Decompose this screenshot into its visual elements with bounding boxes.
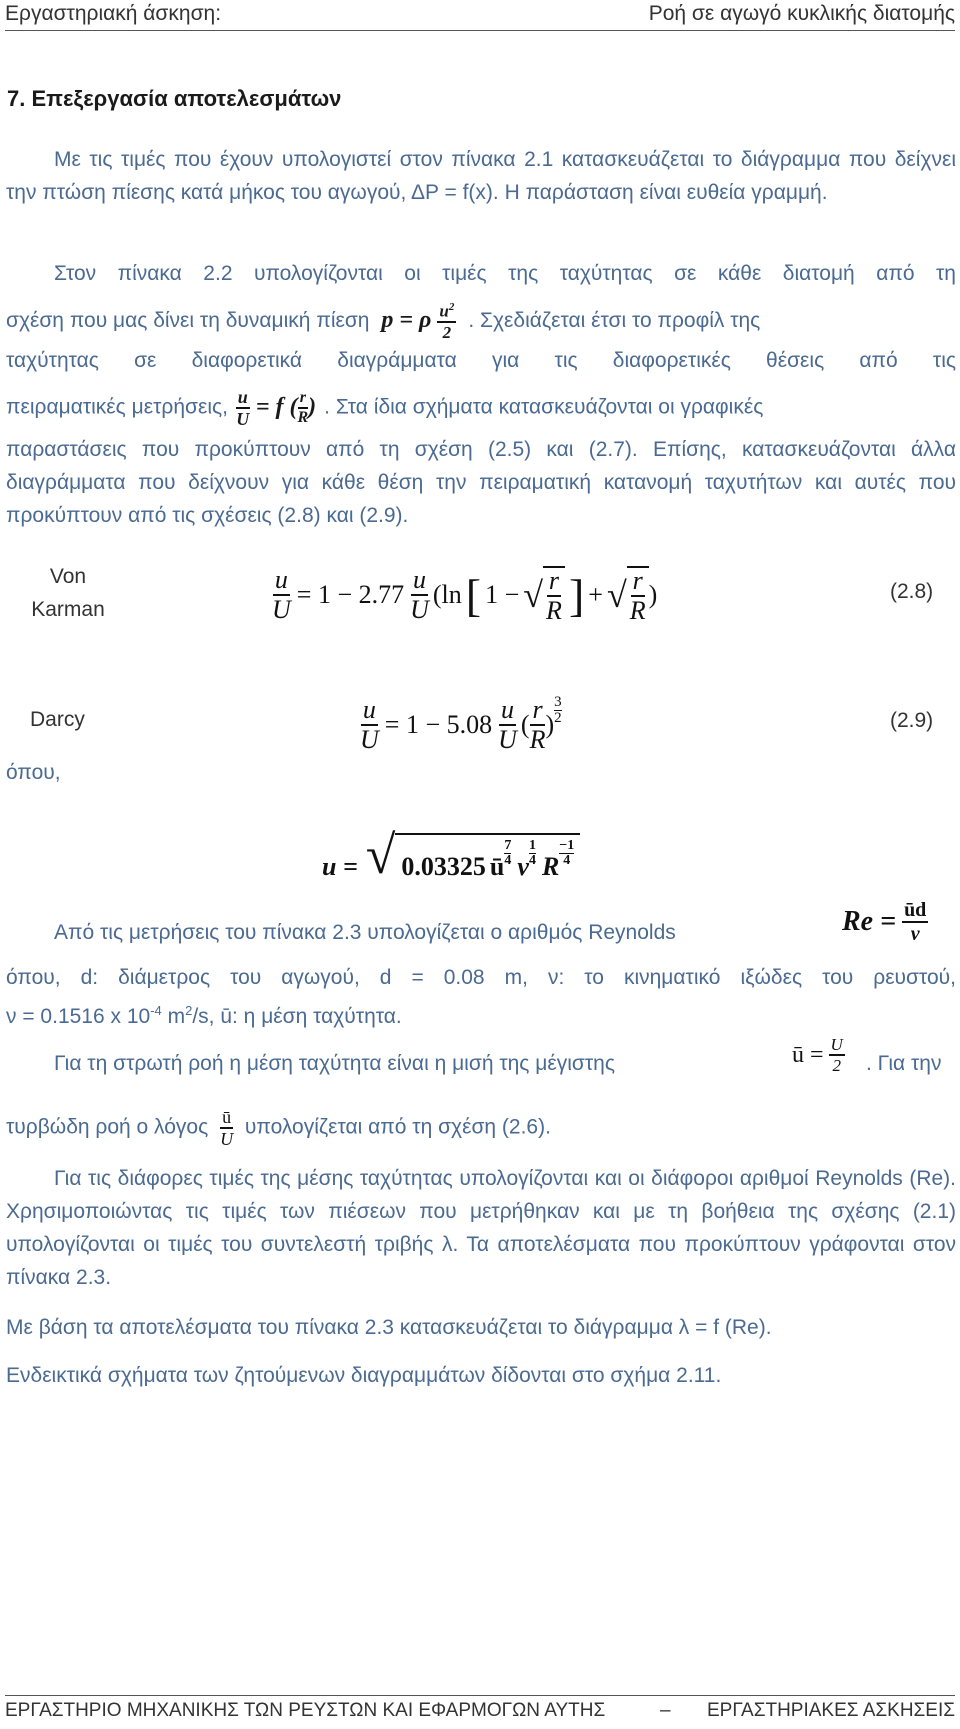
header-right: Ροή σε αγωγό κυκλικής διατομής bbox=[648, 2, 955, 25]
dynamic-pressure-text: σχέση που μας δίνει τη δυναμική πίεση bbox=[6, 308, 370, 332]
paragraph-3-line-3 bbox=[6, 994, 956, 1033]
equation-2-8: $\frac{u}{U}$ = 1 − 2.77 $\frac{u}{U}$ (ln [ 1 − √ $\frac{r}{R}$ ] + √ $\frac{r}{R}$ ) bbox=[272, 565, 658, 625]
header-divider bbox=[5, 30, 955, 31]
velocity-ratio-formula: $\frac{u}{U}$ = f ( $\frac{r}{R}$ ) bbox=[236, 387, 323, 429]
paragraph-2-line-2 bbox=[6, 302, 956, 341]
paragraph-3-line-1 bbox=[6, 916, 956, 949]
equation-2-9-number: (2.9) bbox=[890, 709, 934, 732]
paragraph-6: Με βάση τα αποτελέσματα του πίνακα 2.3 κατασκευάζεται το διάγραμμα λ = f (Re). bbox=[6, 1316, 772, 1339]
measurements-text: πειραματικές μετρήσεις, bbox=[6, 395, 228, 419]
eq29-coefficient: = 1 − 5.08 bbox=[384, 710, 493, 739]
von-karman-label bbox=[18, 560, 118, 626]
equation-2-8-number: (2.8) bbox=[890, 580, 934, 603]
graphs-text: . Στα ίδια σχήματα κατασκευάζονται οι γραφικές bbox=[324, 395, 764, 419]
paragraph-2-rest: παραστάσεις που προκύπτουν από τη σχέση (2.5) και (2.7). Επίσης, κατασκευάζονται άλλα διαγράμματα που δείχνουν για κάθε θέση την πειραματική κατανομή ταχυτήτων και αυτές που προκύπτουν από τις σχέσεις (2.8) και (2.9). bbox=[6, 438, 956, 527]
mean-velocity-formula: ū = $\frac{U}{2}$ bbox=[792, 1035, 843, 1075]
paragraph-4-line-2 bbox=[6, 1108, 956, 1148]
viscosity-value: ν = 0.1516 x 10 bbox=[6, 1005, 151, 1028]
turbulent-text: τυρβώδη ροή ο λόγος bbox=[6, 1115, 209, 1139]
viscosity-unit-exponent: 2 bbox=[185, 1003, 193, 1018]
viscosity-rest: /s, ū: η μέση ταχύτητα. bbox=[192, 1005, 402, 1028]
velocity-equation: u = √ 0.03325 ū $^{7 4}$ v $^{1 4}$ R $^{-1 4}$ bbox=[322, 812, 580, 882]
paragraph-7: Ενδεικτικά σχήματα των ζητούμενων διαγραμμάτων δίδονται στο σχήμα 2.11. bbox=[6, 1364, 722, 1387]
viscosity-exponent: -4 bbox=[150, 1003, 162, 1018]
header-left: Εργαστηριακή άσκηση: bbox=[5, 2, 222, 25]
profile-text: . Σχεδιάζεται έτσι το προφίλ της bbox=[468, 308, 761, 332]
section-heading: 7. Επεξεργασία αποτελεσμάτων bbox=[7, 86, 342, 111]
footer-dash: – bbox=[660, 1700, 671, 1721]
viscosity-unit: m bbox=[161, 1005, 186, 1028]
paragraph-2-line-3: ταχύτητας σε διαφορετικά διαγράμματα για τις διαφορετικές θέσεις από τις bbox=[6, 349, 956, 372]
eq28-coefficient: = 1 − 2.77 bbox=[296, 580, 405, 609]
velocity-ratio-mean: $\frac{ū}{U}$ bbox=[220, 1107, 234, 1149]
von-karman-label-1: Von bbox=[49, 565, 87, 588]
darcy-label: Darcy bbox=[30, 708, 85, 731]
footer-left: ΕΡΓΑΣΤΗΡΙΟ ΜΗΧΑΝΙΚΗΣ ΤΩΝ ΡΕΥΣΤΩΝ ΚΑΙ ΕΦΑΡΜΟΓΩΝ ΑΥΤΗΣ bbox=[5, 1700, 606, 1721]
calculated-text: υπολογίζεται από τη σχέση (2.6). bbox=[244, 1115, 551, 1139]
von-karman-label-2: Karman bbox=[31, 598, 105, 621]
equation-2-9: $\frac{u}{U}$ = 1 − 5.08 $\frac{u}{U}$ ( $\frac{r}{R}$ ) $^{3 2}$ bbox=[360, 693, 562, 754]
where-label: όπου, bbox=[6, 761, 61, 784]
reynolds-formula: Re = $\frac{ūd}{v}$ bbox=[842, 899, 927, 945]
paragraph-5: Για τις διάφορες τιμές της μέσης ταχύτητας υπολογίζονται και οι διάφοροι αριθμοί Reynolds (Re). Χρησιμοποιώντας τις τιμές των πιέσεων που μετρήθηκαν και με τη βοήθεια της σχέσης (2.1) υπολογίζονται οι τιμές του συντελεστή τριβής λ. Τα αποτελέσματα που προκύπτουν γράφονται στον πίνακα 2.3. bbox=[6, 1167, 956, 1289]
paragraph-4-for-the: . Για την bbox=[866, 1052, 942, 1075]
reynolds-text: Από τις μετρήσεις του πίνακα 2.3 υπολογίζεται ο αριθμός Reynolds bbox=[54, 921, 676, 944]
dynamic-pressure-formula: p = ρ $\frac{u^2}{2}$ bbox=[381, 301, 455, 342]
paragraph-2-line-4 bbox=[6, 388, 956, 428]
paragraph-3-line-2: όπου, d: διάμετρος του αγωγού, d = 0.08 m, ν: το κινηματικό ιξώδες του ρευστού, bbox=[6, 966, 956, 989]
footer-right: ΕΡΓΑΣΤΗΡΙΑΚΕΣ ΑΣΚΗΣΕΙΣ bbox=[706, 1700, 955, 1721]
laminar-text: Για τη στρωτή ροή η μέση ταχύτητα είναι η μισή της μέγιστης bbox=[54, 1052, 615, 1075]
paragraph-1: Με τις τιμές που έχουν υπολογιστεί στον πίνακα 2.1 κατασκευάζεται το διάγραμμα που δείχνει την πτώση πίεσης κατά μήκος του αγωγού, ΔP = f(x). Η παράσταση είναι ευθεία γραμμή. bbox=[6, 148, 956, 204]
u-equation-constant: 0.03325 bbox=[401, 852, 486, 881]
paragraph-2-line-1: Στον πίνακα 2.2 υπολογίζονται οι τιμές της ταχύτητας σε κάθε διατομή από τη bbox=[54, 262, 956, 285]
footer-divider bbox=[5, 1695, 955, 1696]
